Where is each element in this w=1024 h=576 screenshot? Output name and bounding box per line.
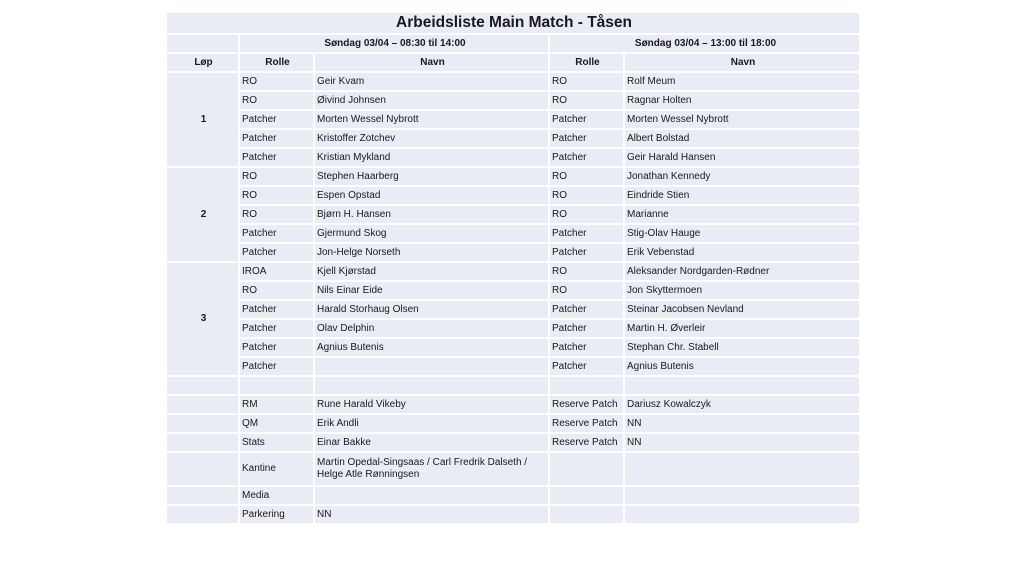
name-session-2: NN [624,414,860,433]
name-session-1: Kristian Mykland [314,148,549,167]
table-row [166,167,860,186]
session-row [166,34,860,53]
page-title: Arbeidsliste Main Match - Tåsen [166,12,860,34]
role-session-2: RO [549,167,624,186]
role-session-2: RO [549,262,624,281]
name-session-2: Agnius Butenis [624,357,860,376]
name-session-2 [624,452,860,486]
name-session-2: Erik Vebenstad [624,243,860,262]
header-rolle-2: Rolle [549,53,624,72]
heat-number: 3 [166,262,239,376]
role-session-2: Reserve Patch [549,414,624,433]
role-session-1: Patcher [239,338,314,357]
table-row [166,300,860,319]
role-session-1: Patcher [239,319,314,338]
role-session-1: RO [239,205,314,224]
name-session-1: Jon-Helge Norseth [314,243,549,262]
name-session-2 [624,486,860,505]
header-lop: Løp [166,53,239,72]
empty-cell [166,395,239,414]
table-row [166,452,860,486]
name-session-1 [314,357,549,376]
table-row [166,262,860,281]
role-session-2: RO [549,205,624,224]
role-session-2: Reserve Patch [549,395,624,414]
table-row [166,338,860,357]
role-session-2: Patcher [549,319,624,338]
name-session-1 [314,486,549,505]
name-session-1: Rune Harald Vikeby [314,395,549,414]
table-row [166,243,860,262]
name-session-2: Dariusz Kowalczyk [624,395,860,414]
role-session-2: Patcher [549,357,624,376]
role-session-1: Stats [239,433,314,452]
table-row [166,129,860,148]
empty-cell [239,376,314,395]
role-session-1: Patcher [239,357,314,376]
table-row [166,205,860,224]
empty-cell [166,452,239,486]
session-1-header: Søndag 03/04 – 08:30 til 14:00 [239,34,549,53]
role-session-1: RO [239,186,314,205]
empty-cell [166,433,239,452]
name-session-2: Morten Wessel Nybrott [624,110,860,129]
name-session-2: Aleksander Nordgarden-Rødner [624,262,860,281]
role-session-1: RO [239,281,314,300]
name-session-1: Kjell Kjørstad [314,262,549,281]
name-session-2: Eindride Stien [624,186,860,205]
role-session-2: RO [549,91,624,110]
role-session-2: Patcher [549,300,624,319]
table-row [166,224,860,243]
role-session-2 [549,505,624,524]
title-row [166,12,860,34]
heat-number: 2 [166,167,239,262]
name-session-2: Jonathan Kennedy [624,167,860,186]
session-2-header: Søndag 03/04 – 13:00 til 18:00 [549,34,860,53]
empty-cell [166,34,239,53]
header-rolle-1: Rolle [239,53,314,72]
empty-cell [314,376,549,395]
name-session-2: NN [624,433,860,452]
table-row [166,110,860,129]
role-session-1: RO [239,72,314,91]
role-session-2: Patcher [549,110,624,129]
role-session-1: RO [239,167,314,186]
role-session-2: RO [549,72,624,91]
name-session-1: Espen Opstad [314,186,549,205]
table-row [166,486,860,505]
role-session-2: Patcher [549,129,624,148]
empty-cell [166,486,239,505]
empty-cell [166,414,239,433]
name-session-1: Olav Delphin [314,319,549,338]
role-session-2: RO [549,281,624,300]
role-session-1: QM [239,414,314,433]
role-session-1: RM [239,395,314,414]
table-row [166,91,860,110]
table-row [166,357,860,376]
role-session-2: RO [549,186,624,205]
name-session-2: Steinar Jacobsen Nevland [624,300,860,319]
table-row [166,72,860,91]
empty-cell [166,505,239,524]
table-row [166,414,860,433]
empty-cell [549,376,624,395]
name-session-1: Harald Storhaug Olsen [314,300,549,319]
role-session-1: Parkering [239,505,314,524]
name-session-2: Stephan Chr. Stabell [624,338,860,357]
work-list-sheet [165,11,859,525]
role-session-1: Patcher [239,110,314,129]
name-session-1: Nils Einar Eide [314,281,549,300]
name-session-2: Albert Bolstad [624,129,860,148]
empty-cell [166,376,239,395]
name-session-1: Stephen Haarberg [314,167,549,186]
role-session-1: RO [239,91,314,110]
name-session-2: Ragnar Holten [624,91,860,110]
table-row [166,433,860,452]
role-session-2: Patcher [549,243,624,262]
column-header-row [166,53,860,72]
table-row [166,148,860,167]
name-session-2: Stig-Olav Hauge [624,224,860,243]
table-row [166,505,860,524]
name-session-2: Geir Harald Hansen [624,148,860,167]
table-row [166,395,860,414]
role-session-2 [549,452,624,486]
name-session-1: Agnius Butenis [314,338,549,357]
table-row [166,319,860,338]
role-session-1: Media [239,486,314,505]
name-session-1: Einar Bakke [314,433,549,452]
work-list-table [165,11,861,525]
name-session-2: Marianne [624,205,860,224]
role-session-1: IROA [239,262,314,281]
role-session-1: Patcher [239,148,314,167]
name-session-1: Kristoffer Zotchev [314,129,549,148]
table-row [166,281,860,300]
role-session-2: Reserve Patch [549,433,624,452]
heat-number: 1 [166,72,239,167]
role-session-2: Patcher [549,224,624,243]
name-session-1: NN [314,505,549,524]
name-session-1: Bjørn H. Hansen [314,205,549,224]
name-session-1: Gjermund Skog [314,224,549,243]
role-session-2: Patcher [549,148,624,167]
name-session-2: Rolf Meum [624,72,860,91]
role-session-1: Patcher [239,224,314,243]
name-session-1: Erik Andli [314,414,549,433]
empty-cell [624,376,860,395]
role-session-1: Kantine [239,452,314,486]
name-session-1: Martin Opedal-Singsaas / Carl Fredrik Dalseth / Helge Atle Rønningsen [314,452,549,486]
role-session-2 [549,486,624,505]
role-session-2: Patcher [549,338,624,357]
name-session-2: Jon Skyttermoen [624,281,860,300]
spacer-row [166,376,860,395]
role-session-1: Patcher [239,243,314,262]
name-session-1: Øivind Johnsen [314,91,549,110]
header-navn-1: Navn [314,53,549,72]
name-session-1: Morten Wessel Nybrott [314,110,549,129]
name-session-2: Martin H. Øverleir [624,319,860,338]
header-navn-2: Navn [624,53,860,72]
name-session-2 [624,505,860,524]
role-session-1: Patcher [239,129,314,148]
table-row [166,186,860,205]
role-session-1: Patcher [239,300,314,319]
name-session-1: Geir Kvam [314,72,549,91]
